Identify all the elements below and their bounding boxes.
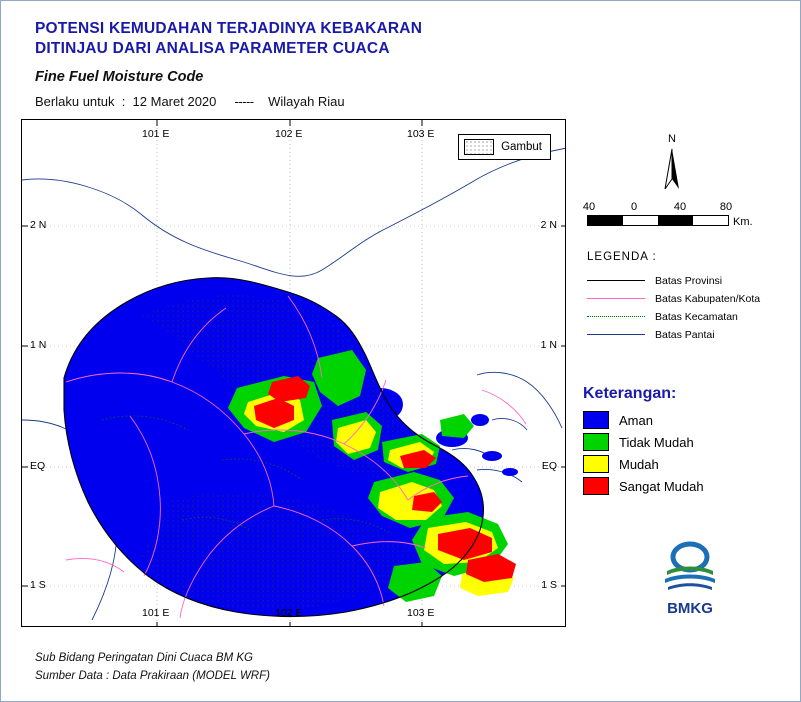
scale-segment-4	[693, 216, 728, 225]
scale-tick-0: 40	[582, 201, 596, 213]
bmkg-logo-icon	[657, 541, 723, 593]
legenda-label-pantai: Batas Pantai	[655, 329, 715, 341]
lon-label-top-101e: 101 E	[142, 128, 170, 140]
lat-label-right-2n: 2 N	[540, 219, 557, 231]
keterangan-item-sangat-mudah	[583, 477, 783, 495]
legenda-item-kabupaten	[587, 290, 782, 308]
lat-label-left-1s: 1 S	[30, 579, 46, 591]
legenda-heading: LEGENDA :	[587, 251, 657, 263]
scale-unit-label: Km.	[733, 216, 753, 228]
gambut-pattern-swatch	[464, 139, 494, 155]
validity-separator: -----	[234, 94, 254, 109]
footer-line-2: Sumber Data : Data Prakiraan (MODEL WRF)	[35, 670, 270, 682]
keterangan-item-aman	[583, 411, 783, 429]
page-title-line-1: POTENSI KEMUDAHAN TERJADINYA KEBAKARAN	[35, 20, 423, 37]
legenda-item-pantai	[587, 326, 782, 344]
footer-line-1: Sub Bidang Peringatan Dini Cuaca BM KG	[35, 652, 253, 664]
header-title-block	[35, 19, 595, 109]
scale-segment-2	[623, 216, 658, 225]
footer-block	[35, 649, 270, 685]
legenda-label-kabupaten: Batas Kabupaten/Kota	[655, 293, 761, 305]
scale-tick-1: 0	[630, 201, 638, 213]
map-frame[interactable]	[21, 119, 566, 627]
gambut-legend-box	[458, 134, 551, 160]
keterangan-label-mudah: Mudah	[619, 456, 659, 472]
legenda-item-kecamatan	[587, 308, 782, 326]
lat-label-left-1n: 1 N	[30, 339, 47, 351]
map-canvas	[22, 120, 565, 626]
lat-label-right-1n: 1 N	[540, 339, 557, 351]
lat-label-right-eq: EQ	[541, 460, 557, 472]
scale-tick-2: 40	[673, 201, 687, 213]
keterangan-item-mudah	[583, 455, 783, 473]
lon-label-top-102e: 102 E	[275, 128, 303, 140]
keterangan-block	[583, 385, 783, 499]
legenda-label-provinsi: Batas Provinsi	[655, 275, 723, 287]
map-graphic	[22, 120, 566, 627]
keterangan-swatch-aman	[583, 411, 609, 429]
gambut-legend-label: Gambut	[501, 141, 542, 153]
keterangan-item-tidak-mudah	[583, 433, 783, 451]
scale-bar-ticks	[582, 201, 757, 215]
keterangan-label-aman: Aman	[619, 412, 653, 428]
keterangan-label-sangat-mudah: Sangat Mudah	[619, 478, 704, 494]
keterangan-label-tidak-mudah: Tidak Mudah	[619, 434, 694, 450]
lon-label-bottom-103e: 103 E	[407, 607, 435, 619]
keterangan-swatch-sangat-mudah	[583, 477, 609, 495]
page-title-line-2: DITINJAU DARI ANALISA PARAMETER CUACA	[35, 40, 390, 57]
legenda-label-kecamatan: Batas Kecamatan	[655, 311, 738, 323]
bmkg-logo-text: BMKG	[667, 600, 713, 617]
lon-label-top-103e: 103 E	[407, 128, 435, 140]
validity-region: Wilayah Riau	[268, 94, 345, 109]
validity-line	[35, 94, 595, 109]
lat-label-left-2n: 2 N	[30, 219, 47, 231]
keterangan-swatch-tidak-mudah	[583, 433, 609, 451]
legenda-item-provinsi	[587, 272, 782, 290]
keterangan-heading: Keterangan:	[583, 385, 677, 402]
north-arrow-icon	[661, 147, 683, 191]
scale-tick-3: 80	[719, 201, 733, 213]
page-subtitle: Fine Fuel Moisture Code	[35, 69, 204, 85]
scale-bar	[582, 201, 757, 228]
lat-label-right-1s: 1 S	[541, 579, 557, 591]
north-arrow	[657, 133, 687, 191]
lon-label-bottom-101e: 101 E	[142, 607, 170, 619]
scale-segment-1	[588, 216, 623, 225]
bmkg-logo	[635, 541, 745, 617]
north-arrow-label: N	[668, 133, 676, 145]
scale-bar-segments	[587, 215, 729, 226]
keterangan-swatch-mudah	[583, 455, 609, 473]
lat-label-left-eq: EQ	[30, 460, 46, 472]
validity-date: Berlaku untuk : 12 Maret 2020	[35, 94, 217, 109]
lon-label-bottom-102e: 102 E	[275, 607, 303, 619]
scale-segment-3	[658, 216, 693, 225]
legenda-block	[587, 251, 782, 344]
